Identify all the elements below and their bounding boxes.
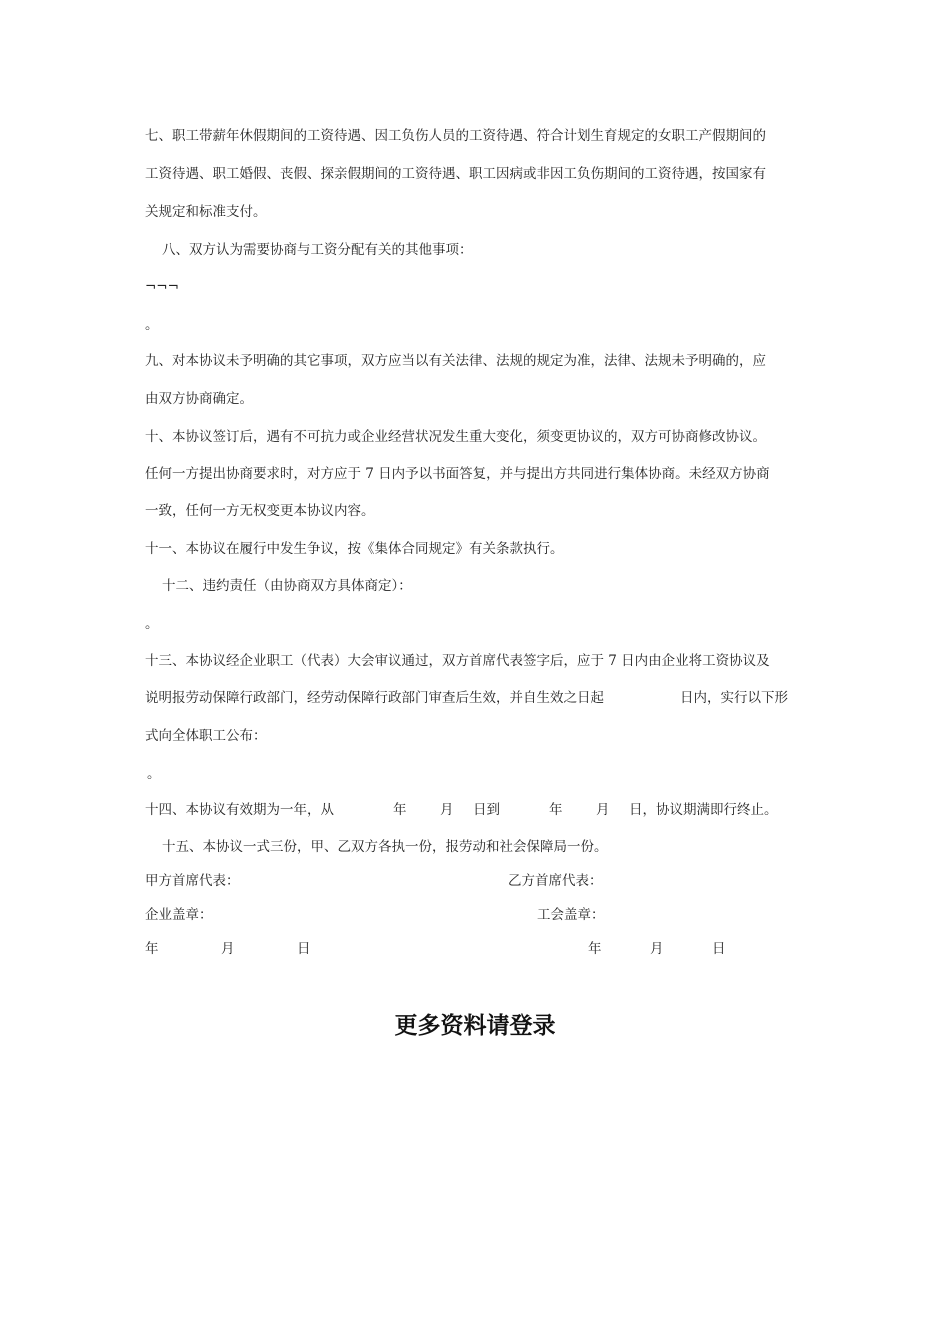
clause-7-line-3: 关规定和标准支付。 — [145, 204, 267, 220]
clause-13-line-2b: 日内，实行以下形 — [680, 690, 788, 706]
clause-8-marks: ¬¬¬ — [145, 279, 179, 295]
union-seal: 工会盖章： — [537, 907, 605, 923]
clause-14-month-1: 月 — [440, 802, 454, 818]
clause-14-month-2: 月 — [596, 802, 610, 818]
date-b-day: 日 — [712, 941, 726, 957]
clause-14-year-2: 年 — [549, 802, 563, 818]
clause-14-day-2: 日，协议期满即行终止。 — [629, 802, 778, 818]
date-a-month: 月 — [221, 941, 235, 957]
clause-14-day-1: 日到 — [473, 802, 500, 818]
company-seal: 企业盖章： — [145, 907, 213, 923]
clause-8-end: 。 — [145, 317, 159, 333]
clause-13-line-3: 式向全体职工公布： — [145, 728, 267, 744]
clause-7-line-1: 七、职工带薪年休假期间的工资待遇、因工负伤人员的工资待遇、符合计划生育规定的女职工产假期间的 — [145, 128, 766, 144]
clause-10-line-1: 十、本协议签订后，遇有不可抗力或企业经营状况发生重大变化，须变更协议的，双方可协商修改协议。 — [145, 429, 766, 445]
clause-8: 八、双方认为需要协商与工资分配有关的其他事项： — [162, 242, 473, 258]
clause-13-line-1: 十三、本协议经企业职工（代表）大会审议通过，双方首席代表签字后，应于 7 日内由企业将工资协议及 — [145, 653, 770, 669]
clause-15: 十五、本协议一式三份，甲、乙双方各执一份，报劳动和社会保障局一份。 — [162, 839, 608, 855]
clause-14-year-1: 年 — [393, 802, 407, 818]
date-a-day: 日 — [297, 941, 311, 957]
clause-9-line-2: 由双方协商确定。 — [145, 391, 253, 407]
date-a-year: 年 — [145, 941, 159, 957]
party-b-representative: 乙方首席代表： — [508, 873, 603, 889]
clause-10-line-3: 一致，任何一方无权变更本协议内容。 — [145, 503, 375, 519]
clause-7-line-2: 工资待遇、职工婚假、丧假、探亲假期间的工资待遇、职工因病或非因工负伤期间的工资待遇，按国家有 — [145, 166, 766, 182]
clause-10-line-2: 任何一方提出协商要求时，对方应于 7 日内予以书面答复，并与提出方共同进行集体协商。未经双方协商 — [145, 466, 770, 482]
promo-heading: 更多资料请登录 — [394, 1013, 556, 1039]
clause-12-end: 。 — [145, 616, 159, 632]
date-b-month: 月 — [650, 941, 664, 957]
clause-13-end: 。 — [147, 766, 161, 782]
clause-14-start: 十四、本协议有效期为一年，从 — [145, 802, 334, 818]
clause-13-line-2a: 说明报劳动保障行政部门，经劳动保障行政部门审查后生效，并自生效之日起 — [145, 690, 604, 706]
party-a-representative: 甲方首席代表： — [145, 873, 240, 889]
date-b-year: 年 — [588, 941, 602, 957]
clause-9-line-1: 九、对本协议未予明确的其它事项，双方应当以有关法律、法规的规定为准，法律、法规未予明确的，应 — [145, 353, 766, 369]
clause-12: 十二、违约责任（由协商双方具体商定）： — [162, 578, 412, 594]
clause-11: 十一、本协议在履行中发生争议，按《集体合同规定》有关条款执行。 — [145, 541, 564, 557]
